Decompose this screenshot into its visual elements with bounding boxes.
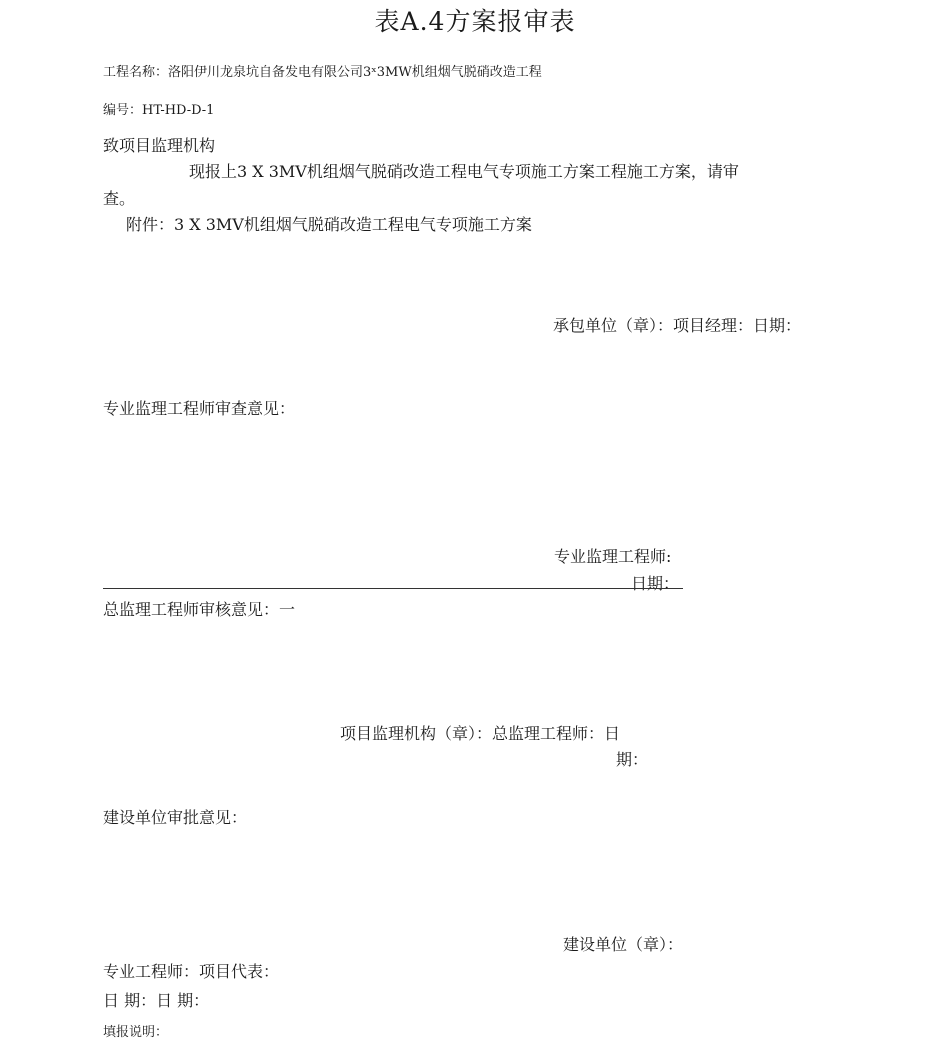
owner-dates-line: 日 期：日 期： [103,991,210,1010]
chief-signature-line2: 期： [616,750,649,769]
section-divider [103,588,683,589]
project-name: 工程名称：洛阳伊川龙泉坑自备发电有限公司3ˣ3MW机组烟气脱硝改造工程 [103,65,542,80]
owner-opinion-label: 建设单位审批意见： [103,808,248,827]
submission-text-line2: 查。 [103,189,136,208]
fill-notes: 填报说明： [103,1025,169,1040]
chief-opinion-label: 总监理工程师审核意见：一 [103,600,296,619]
contractor-signature-line: 承包单位（章）：项目经理：日期： [553,316,802,335]
submission-text-line1: 现报上3 X 3MV机组烟气脱硝改造工程电气专项施工方案工程施工方案，请审 [189,162,739,181]
specialist-signature: 专业监理工程师: [554,547,672,566]
chief-signature-line1: 项目监理机构（章）：总监理工程师：日 [340,724,621,743]
document-number: 编号：HT-HD-D-1 [103,103,215,118]
addressee: 致项目监理机构 [103,136,216,155]
specialist-opinion-label: 专业监理工程师审查意见： [103,399,296,418]
owner-signature: 建设单位（章）： [563,935,684,954]
attachment-line: 附件：3 X 3MV机组烟气脱硝改造工程电气专项施工方案 [126,215,532,234]
owner-engineer-line: 专业工程师：项目代表： [103,962,280,981]
specialist-date: 日期： [631,574,680,593]
form-title: 表A.4方案报审表 [374,7,576,36]
